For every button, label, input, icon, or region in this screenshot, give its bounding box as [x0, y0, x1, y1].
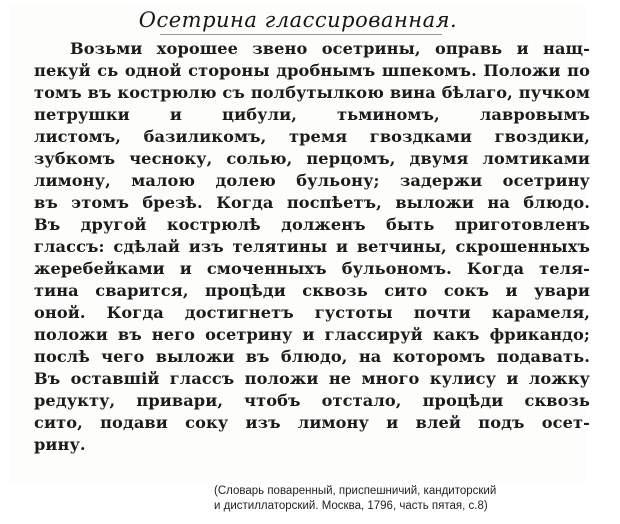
- scanned-page: [10, 4, 590, 484]
- text-line: томъ въ кострюлю съ полбутылкою вина бѣлаго, пучком: [34, 83, 590, 102]
- text-line: оной. Когда достигнетъ густоты почти карамеля,: [34, 303, 590, 322]
- caption-line: и дистиллаторский. Москва, 1796, часть пятая, с.8): [214, 500, 488, 512]
- text-line: зубкомъ чесноку, солью, перцомъ, двумя ломтиками: [34, 149, 590, 168]
- title-underline: [160, 34, 442, 35]
- recipe-title: Осетрина глассированная.: [138, 8, 458, 32]
- recipe-text: [34, 38, 590, 456]
- text-line: Въ другой кострюлѣ долженъ быть приготовленъ: [34, 215, 590, 234]
- text-line: лимону, малою долею бульону; задержи осетрину: [34, 171, 590, 190]
- source-caption: [214, 484, 614, 514]
- text-line: рину.: [34, 435, 86, 454]
- text-line: Возьми хорошее звено осетрины, оправь и нащ-: [70, 39, 590, 58]
- text-line: редукту, привари, чтобъ отстало, процѣди сквозь: [34, 391, 590, 410]
- text-line: глассъ: сдѣлай изъ телятины и ветчины, скрошенныхъ: [34, 237, 590, 256]
- text-line: положи въ него осетрину и глассируй какъ фрикандо;: [34, 325, 590, 344]
- text-line: въ этомъ брезѣ. Когда поспѣетъ, выложи на блюдо.: [34, 193, 590, 212]
- text-line: пекуй сь одной стороны дробнымъ шпекомъ. Положи по: [34, 61, 590, 80]
- text-line: послѣ чего выложи въ блюдо, на которомъ подавать.: [34, 347, 590, 366]
- text-line: тина сварится, процѣди сквозь сито сокъ и увари: [34, 281, 590, 300]
- text-line: петрушки и цибули, тьминомъ, лавровымъ: [34, 105, 590, 124]
- caption-line: (Словарь поваренный, приспешничий, кандиторский: [214, 485, 497, 497]
- text-line: жеребейками и смоченныхъ бульономъ. Когда теля-: [34, 259, 590, 278]
- text-line: Въ оставшiй глассъ положи не много кулису и ложку: [34, 369, 590, 388]
- text-line: листомъ, базиликомъ, тремя гвоздками гвоздики,: [34, 127, 590, 146]
- text-line: сито, подави соку изъ лимону и влей подъ осет-: [34, 413, 590, 432]
